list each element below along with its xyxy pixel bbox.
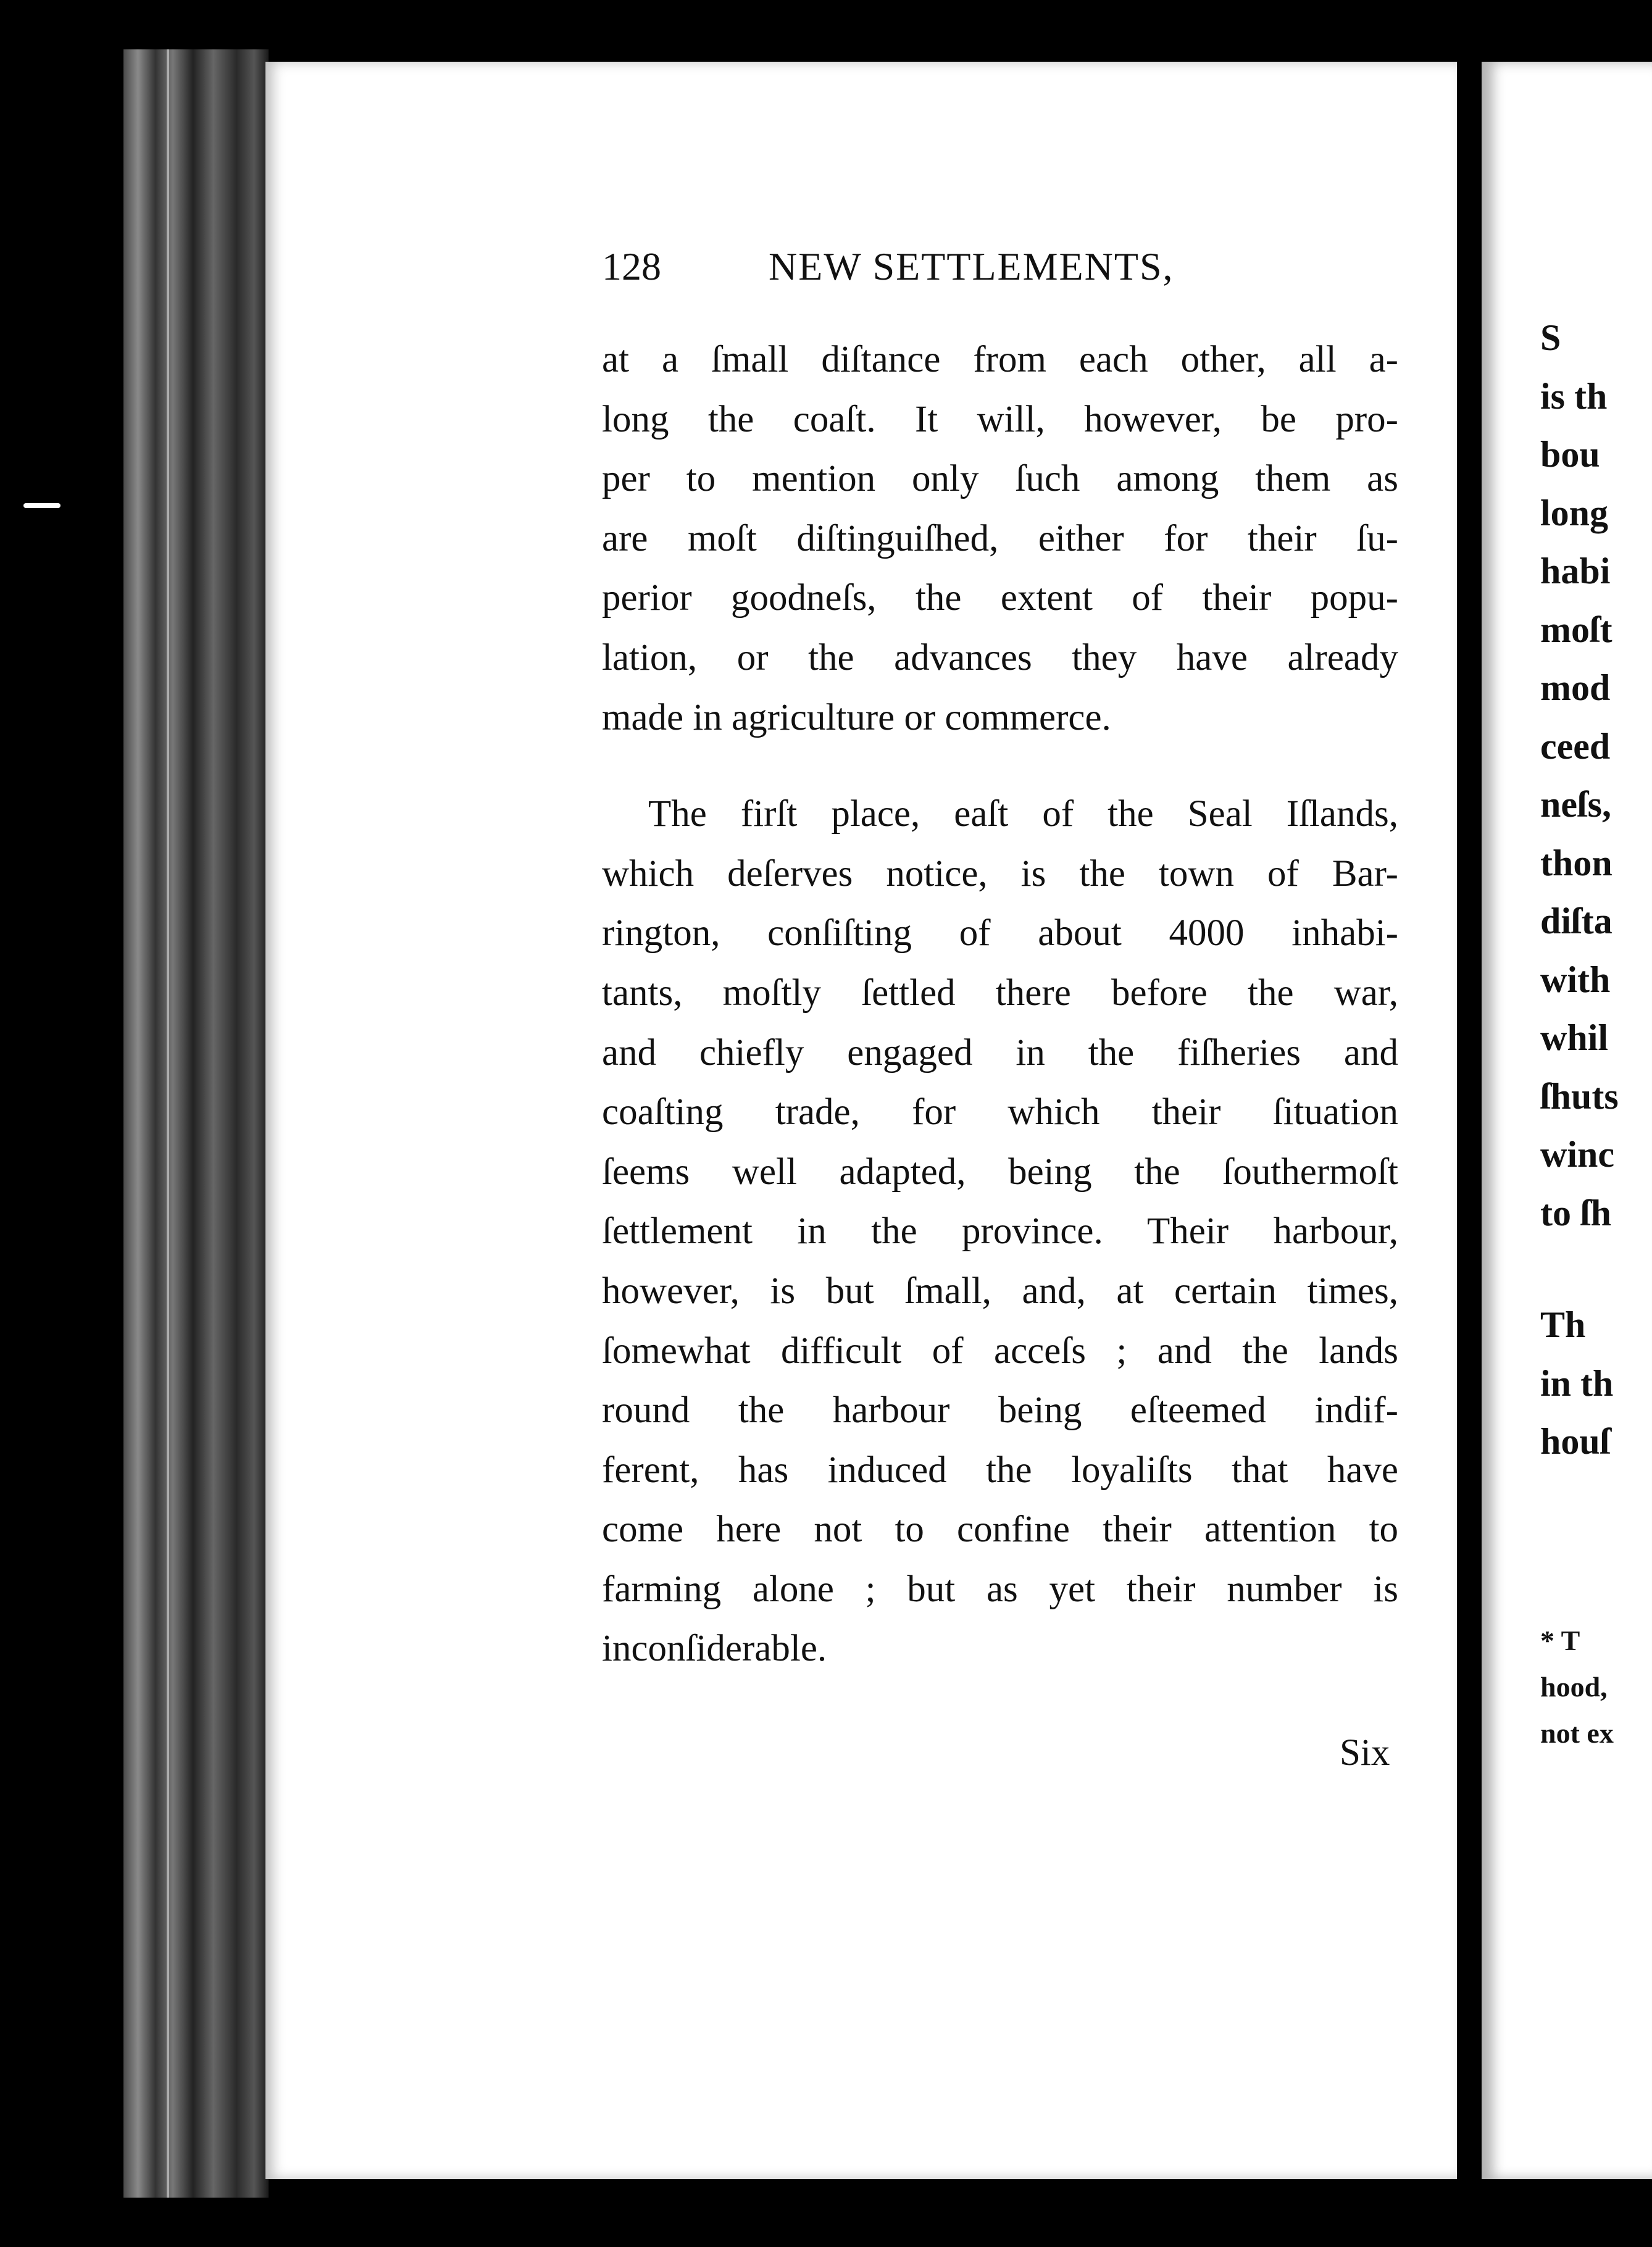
right-text-line: diſta (1540, 901, 1612, 941)
right-text-line: moſt (1540, 609, 1612, 650)
page-number: 128 (602, 244, 661, 288)
right-text-line: winc (1540, 1134, 1614, 1175)
text-line: ſeems well adapted, being the ſouthermoſt (602, 1151, 1398, 1193)
right-text-line: ſhuts (1540, 1075, 1619, 1117)
text-line: come here not to confine their attention to (602, 1509, 1398, 1551)
spine-edge (167, 49, 169, 2198)
right-text-line: to ſh (1540, 1192, 1612, 1233)
right-text-line: neſs, (1540, 784, 1612, 825)
paragraph-2 (602, 785, 1398, 1679)
text-line: however, is but ſmall, and, at certain times, (602, 1270, 1398, 1312)
text-line: ſomewhat difficult of acceſs ; and the lands (602, 1330, 1398, 1372)
right-page-footnote (1540, 1617, 1652, 1756)
right-text-line: mod (1540, 667, 1611, 708)
right-text-line: whil (1540, 1017, 1609, 1058)
text-line: rington, conſiſting of about 4000 inhabi- (602, 912, 1398, 954)
right-text-line: ceed (1540, 725, 1611, 767)
text-line: which deſerves notice, is the town of Bar- (602, 853, 1398, 894)
right-text-line: thon (1540, 842, 1612, 883)
text-line: at a ſmall diſtance from each other, all a- (602, 339, 1398, 380)
footnote-line: * T (1540, 1625, 1580, 1656)
right-text-line: habi (1540, 551, 1611, 591)
text-line: lation, or the advances they have already (602, 636, 1398, 678)
body-text (602, 330, 1398, 1679)
text-line: made in agriculture or commerce. (602, 696, 1111, 738)
page-header (602, 244, 1250, 312)
text-line: perior goodneſs, the extent of their popu- (602, 577, 1398, 619)
text-line: per to mention only ſuch among them as (602, 458, 1398, 500)
paragraph-1 (602, 330, 1398, 748)
footnote-line: not ex (1540, 1717, 1614, 1749)
running-title: NEW SETTLEMENTS, (769, 244, 1174, 288)
right-text-line: Th (1540, 1304, 1586, 1345)
right-text-line: bou (1540, 434, 1600, 475)
text-line: inconſiderable. (602, 1628, 827, 1670)
text-line: ſettlement in the province. Their harbour, (602, 1211, 1398, 1253)
text-line: farming alone ; but as yet their number is (602, 1568, 1398, 1610)
text-line: tants, moſtly ſettled there before the war, (602, 972, 1398, 1014)
right-text-line: houſ (1540, 1421, 1611, 1462)
text-line: ferent, has induced the loyaliſts that have (602, 1449, 1398, 1491)
catchword: Six (1340, 1732, 1390, 1774)
right-text-line: is th (1540, 375, 1608, 417)
right-text-line: with (1540, 959, 1611, 1000)
text-line: and chiefly engaged in the fiſheries and (602, 1032, 1398, 1073)
right-text-line: S (1540, 317, 1561, 358)
text-line: coaſting trade, for which their ſituation (602, 1091, 1398, 1133)
right-text-line: in th (1540, 1362, 1614, 1404)
text-line: long the coaſt. It will, however, be pro- (602, 398, 1398, 440)
margin-mark (23, 503, 60, 508)
text-line: round the harbour being eſteemed indif- (602, 1390, 1398, 1432)
right-text-line: long (1540, 492, 1609, 533)
book-spine (123, 49, 269, 2198)
footnote-line: hood, (1540, 1671, 1608, 1703)
text-line: are moſt diſtinguiſhed, either for their ſu- (602, 517, 1398, 559)
text-line: The firſt place, eaſt of the Seal Iſlands, (648, 793, 1398, 835)
right-page-text (1540, 309, 1652, 1471)
